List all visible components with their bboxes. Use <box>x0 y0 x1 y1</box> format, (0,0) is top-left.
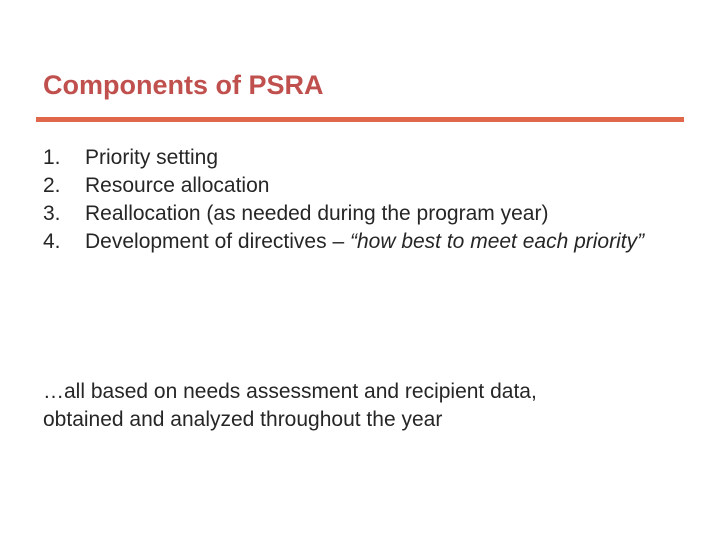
summary-note <box>43 378 683 434</box>
list-item-text: Priority setting <box>85 146 219 169</box>
title-divider <box>36 117 684 122</box>
list-item <box>43 172 663 200</box>
summary-note-line: …all based on needs assessment and recipient data, <box>43 380 537 403</box>
list-item-number: 1. <box>43 146 61 169</box>
list-item <box>43 144 663 172</box>
slide-title: Components of PSRA <box>43 70 324 100</box>
list-item-text: Resource allocation <box>85 174 270 197</box>
list-item-number: 2. <box>43 174 61 197</box>
list-item-number: 4. <box>43 230 61 253</box>
list-item <box>43 200 663 228</box>
list-item-text: Reallocation (as needed during the program year) <box>85 202 549 225</box>
summary-note-line: obtained and analyzed throughout the year <box>43 408 443 431</box>
list-item-number: 3. <box>43 202 61 225</box>
list-item <box>43 228 663 256</box>
list-item-lead-text: Development of directives – <box>85 230 350 253</box>
components-list <box>43 144 663 256</box>
list-item-emphasis-text: “how best to meet each priority” <box>349 230 645 253</box>
list-item-text <box>85 228 663 256</box>
